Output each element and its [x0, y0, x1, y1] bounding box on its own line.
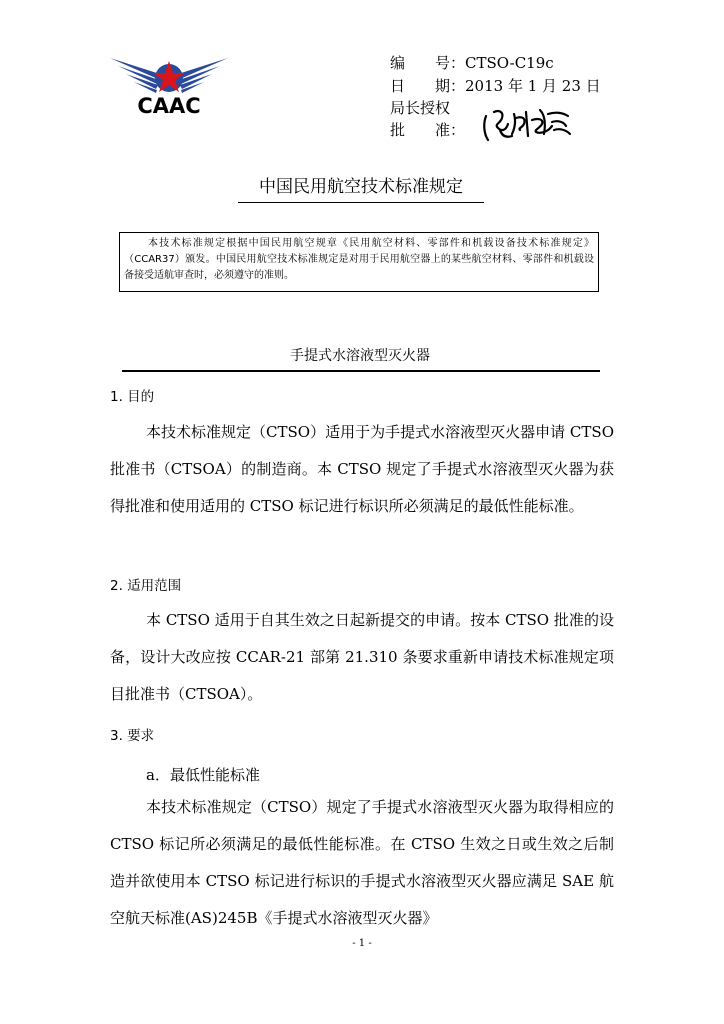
meta-date-label: 日 期： [390, 77, 466, 95]
meta-date [390, 76, 601, 96]
meta-number [390, 53, 554, 73]
caac-logo-text: CAAC [137, 94, 201, 118]
section-3-body: 本技术标准规定（CTSO）规定了手提式水溶液型灭火器为取得相应的 CTSO 标记所必须满足的最低性能标准。在 CTSO 生效之日或生效之后制造并欲使用本 CTSO 标记进行标识的手提式水溶液型灭火器应满足 SAE 航空航天标准(AS)245B《手提式水溶液型灭火器》 [110, 798, 614, 927]
meta-approved-label: 批 准： [390, 121, 466, 139]
notice-box [119, 232, 599, 292]
caac-logo [108, 52, 230, 122]
signature-image [478, 100, 578, 144]
section-1-body: 本技术标准规定（CTSO）适用于为手提式水溶液型灭火器申请 CTSO 批准书（CTSOA）的制造商。本 CTSO 规定了手提式水溶液型灭火器为获得批准和使用适用的 CTSO 标记进行标识所必须满足的最低性能标准。 [110, 423, 614, 515]
meta-date-value: 2013 年 1 月 23 日 [465, 77, 601, 95]
subject-title: 手提式水溶液型灭火器 [290, 348, 430, 364]
document-title: 中国民用航空技术标准规定 [259, 177, 463, 197]
subject-underline [122, 370, 600, 372]
meta-approved [390, 120, 465, 140]
page-number: - 1 - [352, 938, 372, 949]
section-3-heading: 3. 要求 [110, 728, 155, 744]
section-2-heading: 2. 适用范围 [110, 578, 182, 594]
section-3-sub-a: a．最低性能标准 [146, 766, 260, 784]
section-1-heading: 1. 目的 [110, 389, 155, 405]
meta-number-label: 编 号： [390, 54, 466, 72]
meta-authorized [390, 98, 450, 118]
section-2-body: 本 CTSO 适用于自其生效之日起新提交的申请。按本 CTSO 批准的设备，设计大改应按 CCAR-21 部第 21.310 条要求重新申请技术标准规定项目批准书（CTSOA）。 [110, 611, 614, 703]
notice-text: 本技术标准规定根据中国民用航空规章《民用航空材料、零部件和机载设备技术标准规定》（CCAR37）颁发。中国民用航空技术标准规定是对用于民用航空器上的某些航空材料、零部件和机载设备接受适航审查时，必须遵守的准则。 [124, 238, 594, 281]
meta-authorized-label: 局长授权 [390, 99, 451, 117]
title-underline [238, 202, 484, 203]
meta-number-value: CTSO-C19c [465, 54, 554, 72]
